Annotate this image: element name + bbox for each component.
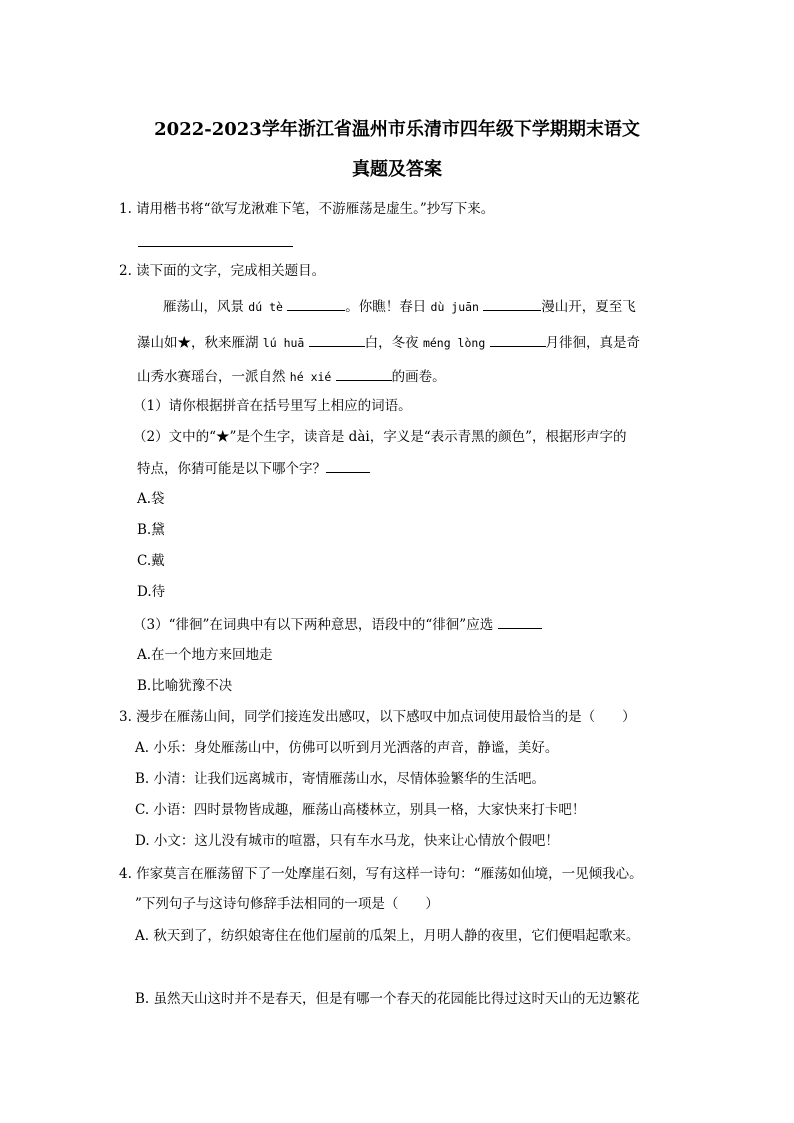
question-4-cont: ”下列句子与这诗句修辞手法相同的一项是（ ）	[135, 896, 439, 912]
passage-text: 山秀水赛瑶台，一派自然	[137, 369, 286, 385]
answer-blank[interactable]	[336, 367, 392, 381]
passage-text: 漫山开，夏至飞	[541, 299, 636, 315]
passage-text: 。你瞧！春日	[345, 299, 427, 315]
passage-text: 瀑山如★，秋来雁湖	[137, 335, 259, 351]
passage-line-2	[137, 333, 640, 352]
document-title: 2022-2023学年浙江省温州市乐清市四年级下学期期末语文	[154, 119, 640, 140]
option: B.黛	[137, 522, 165, 538]
answer-blank[interactable]	[309, 333, 365, 347]
question-3: 3. 漫步在雁荡山间，同学们接连发出感叹，以下感叹中加点词使用最恰当的是（ ）	[119, 709, 636, 725]
answer-line-q1	[138, 246, 293, 247]
option: B. 小清：让我们远离城市，寄情雁荡山水，尽情体验繁华的生活吧。	[135, 771, 546, 787]
pinyin: dù juān	[430, 300, 479, 314]
answer-blank[interactable]	[483, 297, 541, 311]
option: A. 小乐：身处雁荡山中，仿佛可以听到月光洒落的声音，静谧，美好。	[135, 740, 559, 756]
document-subtitle: 真题及答案	[352, 159, 442, 180]
subquestion-2-cont	[137, 459, 370, 478]
passage-line-3	[137, 367, 446, 386]
passage-text: 白，冬夜	[364, 335, 419, 351]
pinyin: méng lòng	[422, 336, 486, 350]
question-4: 4. 作家莫言在雁荡留下了一处摩崖石刻，写有这样一诗句：“雁荡如仙境，一见倾我心。	[119, 866, 643, 882]
subquestion-1: （1）请你根据拼音在括号里写上相应的词语。	[133, 398, 412, 414]
pinyin: lú huā	[262, 336, 305, 350]
answer-blank[interactable]	[326, 459, 370, 473]
option: A.在一个地方来回地走	[137, 647, 273, 663]
subquestion-2: （2）文中的“★”是个生字，读音是 dài，字义是“表示青黑的颜色”，根据形声字的	[133, 429, 627, 445]
option: A.袋	[137, 491, 165, 507]
option: A. 秋天到了，纺织娘寄住在他们屋前的瓜架上，月明人静的夜里，它们便唱起歌来。	[135, 928, 640, 944]
option: C. 小语：四时景物皆成趣，雁荡山高楼林立，别具一格，大家快来打卡吧！	[135, 802, 586, 818]
question-2: 2. 读下面的文字，完成相关题目。	[119, 263, 326, 279]
passage-line-1	[163, 297, 636, 316]
passage-text: 月徘徊，真是奇	[545, 335, 641, 351]
subquestion-3	[133, 615, 542, 634]
answer-blank[interactable]	[498, 615, 542, 629]
passage-text: 的画卷。	[391, 369, 446, 385]
option: C.戴	[137, 553, 165, 569]
question-1: 1. 请用楷书将“欲写龙湫难下笔，不游雁荡是虚生。”抄写下来。	[119, 201, 495, 217]
subquestion-text: （3）“徘徊”在词典中有以下两种意思，语段中的“徘徊”应选	[133, 617, 494, 633]
option: B. 虽然天山这时并不是春天，但是有哪一个春天的花园能比得过这时天山的无边繁花	[135, 991, 640, 1007]
answer-blank[interactable]	[287, 297, 345, 311]
answer-blank[interactable]	[490, 333, 546, 347]
option: D.待	[137, 584, 166, 600]
pinyin: hé xié	[289, 370, 332, 384]
option: D. 小文：这儿没有城市的喧嚣，只有车水马龙，快来让心情放个假吧！	[135, 833, 559, 849]
pinyin: dú tè	[248, 300, 283, 314]
option: B.比喻犹豫不决	[137, 678, 233, 694]
subquestion-text: 特点，你猜可能是以下哪个字？	[137, 461, 326, 477]
passage-text: 雁荡山，风景	[163, 299, 244, 315]
